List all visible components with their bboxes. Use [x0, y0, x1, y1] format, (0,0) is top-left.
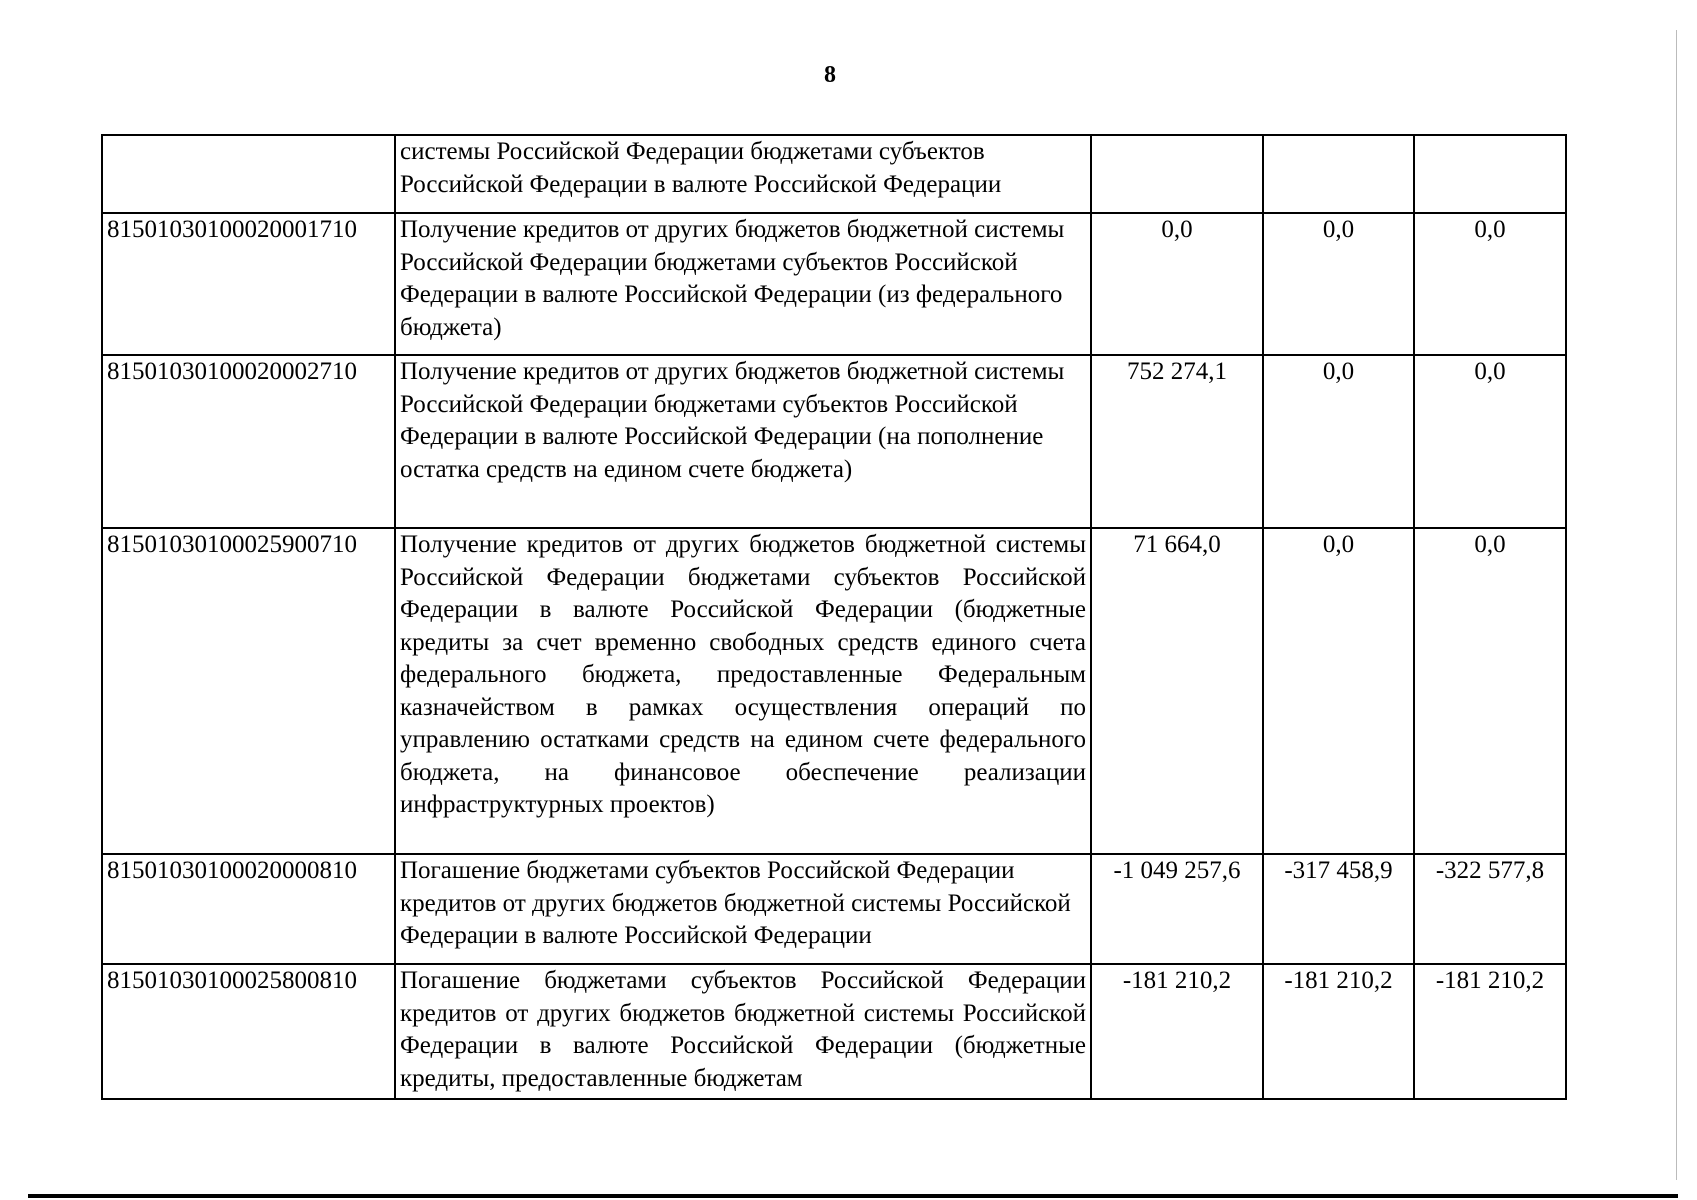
value-cell-3	[1414, 135, 1566, 213]
budget-code-cell: 81501030100025800810	[102, 964, 395, 1099]
right-scan-border	[1676, 30, 1677, 1180]
value-cell-2: 0,0	[1263, 213, 1414, 355]
description-cell: Погашение бюджетами субъектов Российской Федерации кредитов от других бюджетов бюджетной системы Российской Федерации в валюте Российской Федерации (бюджетные кредиты, предоставленные бюджетам	[395, 964, 1091, 1099]
description-cell: Получение кредитов от других бюджетов бюджетной системы Российской Федерации бюджетами субъектов Российской Федерации в валюте Российской Федерации (бюджетные кредиты за счет временно свободных средств единого счета федерального бюджета, предоставленные Федеральным казначейством в рамках осуществления операций по управлению остатками средств на едином счете федерального бюджета, на финансовое обеспечение реализации инфраструктурных проектов)	[395, 528, 1091, 854]
bottom-scan-border	[28, 1194, 1678, 1198]
value-cell-1: 752 274,1	[1091, 355, 1263, 528]
description-cell: Погашение бюджетами субъектов Российской Федерации кредитов от других бюджетов бюджетной системы Российской Федерации в валюте Российской Федерации	[395, 854, 1091, 964]
budget-code-cell: 81501030100020002710	[102, 355, 395, 528]
page-number: 8	[824, 62, 836, 88]
table-row	[102, 528, 1566, 854]
value-cell-2: 0,0	[1263, 355, 1414, 528]
description-cell: системы Российской Федерации бюджетами субъектов Российской Федерации в валюте Российской Федерации	[395, 135, 1091, 213]
value-cell-2	[1263, 135, 1414, 213]
value-cell-2: -181 210,2	[1263, 964, 1414, 1099]
value-cell-1: 71 664,0	[1091, 528, 1263, 854]
value-cell-3: 0,0	[1414, 213, 1566, 355]
table-row	[102, 964, 1566, 1099]
budget-code-cell: 81501030100025900710	[102, 528, 395, 854]
value-cell-3: 0,0	[1414, 528, 1566, 854]
value-cell-1: -1 049 257,6	[1091, 854, 1263, 964]
table-row	[102, 213, 1566, 355]
value-cell-3: -322 577,8	[1414, 854, 1566, 964]
table-row	[102, 135, 1566, 213]
table-row	[102, 355, 1566, 528]
value-cell-3: -181 210,2	[1414, 964, 1566, 1099]
value-cell-1: -181 210,2	[1091, 964, 1263, 1099]
description-cell: Получение кредитов от других бюджетов бюджетной системы Российской Федерации бюджетами субъектов Российской Федерации в валюте Российской Федерации (на пополнение остатка средств на едином счете бюджета)	[395, 355, 1091, 528]
budget-code-cell: 81501030100020001710	[102, 213, 395, 355]
value-cell-3: 0,0	[1414, 355, 1566, 528]
budget-code-cell: 81501030100020000810	[102, 854, 395, 964]
value-cell-1: 0,0	[1091, 213, 1263, 355]
value-cell-2: -317 458,9	[1263, 854, 1414, 964]
budget-table	[101, 134, 1567, 1100]
value-cell-2: 0,0	[1263, 528, 1414, 854]
value-cell-1	[1091, 135, 1263, 213]
table-row	[102, 854, 1566, 964]
budget-code-cell	[102, 135, 395, 213]
description-cell: Получение кредитов от других бюджетов бюджетной системы Российской Федерации бюджетами субъектов Российской Федерации в валюте Российской Федерации (из федерального бюджета)	[395, 213, 1091, 355]
